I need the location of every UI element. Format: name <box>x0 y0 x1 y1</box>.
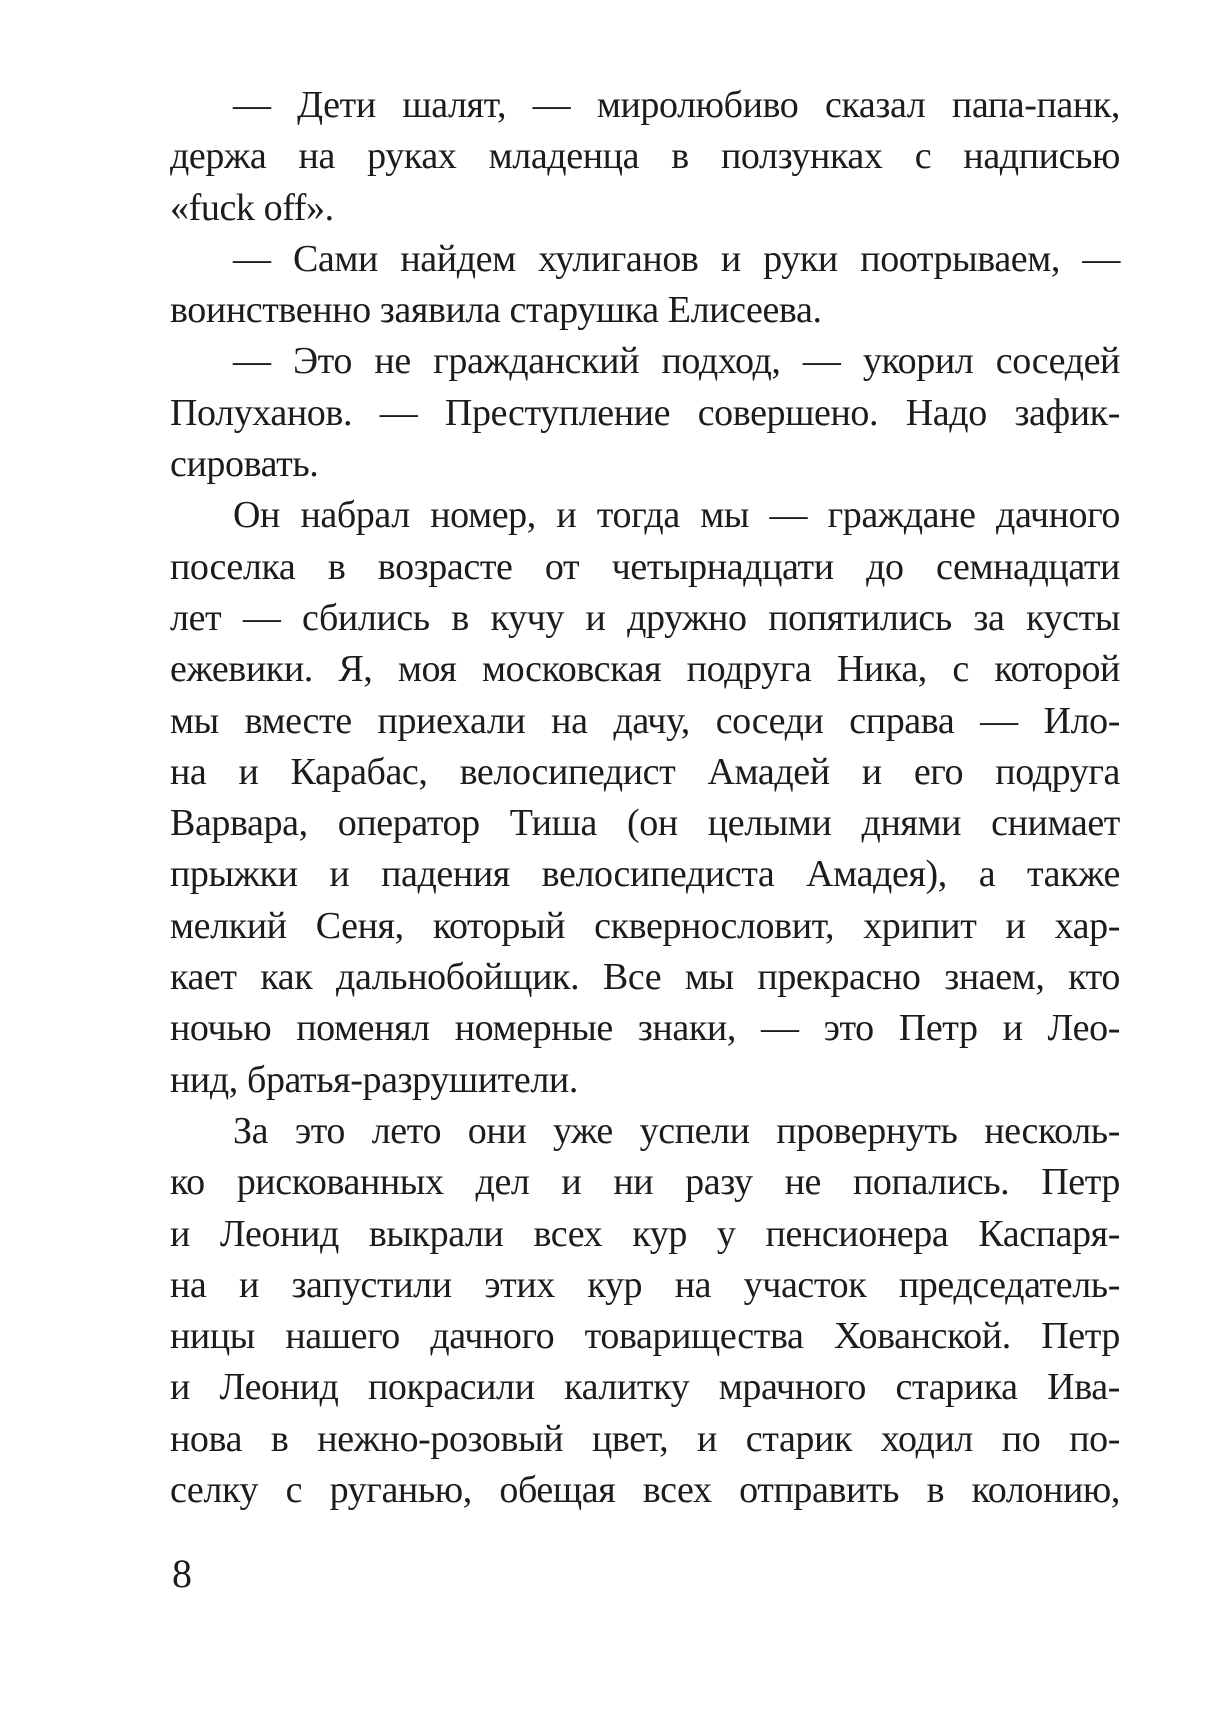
text-line: и Леонид покрасили калитку мрачного старика Ива- <box>170 1366 1120 1409</box>
paragraph <box>170 234 1120 337</box>
text-line: За это лето они уже успели провернуть несколь- <box>233 1109 1120 1152</box>
paragraph <box>170 490 1120 1106</box>
text-line: на и Карабас, велосипедист Амадей и его подруга <box>170 750 1120 793</box>
text-line: и Леонид выкрали всех кур у пенсионера Каспаря- <box>170 1212 1120 1255</box>
text-line: — Дети шалят, — миролюбиво сказал папа-панк, <box>233 84 1120 126</box>
text-line: ежевики. Я, моя московская подруга Ника, с которой <box>170 648 1120 691</box>
paragraph <box>170 80 1120 234</box>
text-line: нова в нежно-розовый цвет, и старик ходил по по- <box>170 1417 1120 1460</box>
text-line: ницы нашего дачного товарищества Хованской. Петр <box>170 1315 1120 1358</box>
text-line: поселка в возрасте от четырнадцати до семнадцати <box>170 545 1120 588</box>
text-line: селку с руганью, обещая всех отправить в колонию, <box>170 1469 1120 1512</box>
text-line: — Сами найдем хулиганов и руки поотрываем, — <box>233 237 1120 280</box>
paragraph <box>170 336 1120 490</box>
text-line: ночью поменял номерные знаки, — это Петр и Лео- <box>170 1007 1120 1050</box>
text-line: мы вместе приехали на дачу, соседи справа — Ило- <box>170 699 1120 742</box>
text-line: ко рискованных дел и ни разу не попались. Петр <box>170 1161 1120 1204</box>
text-line: держа на руках младенца в ползунках с надписью <box>170 135 1120 178</box>
text-line: — Это не гражданский подход, — укорил соседей <box>233 340 1120 383</box>
text-line: кает как дальнобойщик. Все мы прекрасно знаем, кто <box>170 956 1120 999</box>
book-text-block <box>170 80 1120 1516</box>
text-line: на и запустили этих кур на участок председатель- <box>170 1263 1120 1306</box>
text-line: сировать. <box>170 443 319 486</box>
text-line: Полуханов. — Преступление совершено. Надо зафик- <box>170 391 1120 434</box>
text-line: «fuck off». <box>170 186 334 229</box>
text-line: воинственно заявила старушка Елисеева. <box>170 289 822 332</box>
text-line: мелкий Сеня, который сквернословит, хрипит и хар- <box>170 904 1120 947</box>
page-number: 8 <box>172 1551 192 1596</box>
text-line: нид, братья-разрушители. <box>170 1058 578 1101</box>
text-line: лет — сбились в кучу и дружно попятились за кусты <box>170 596 1120 639</box>
text-line: Он набрал номер, и тогда мы — граждане дачного <box>233 494 1120 537</box>
text-line: Варвара, оператор Тиша (он целыми днями снимает <box>170 802 1120 845</box>
text-line: прыжки и падения велосипедиста Амадея), а также <box>170 853 1120 896</box>
paragraph <box>170 1106 1120 1516</box>
